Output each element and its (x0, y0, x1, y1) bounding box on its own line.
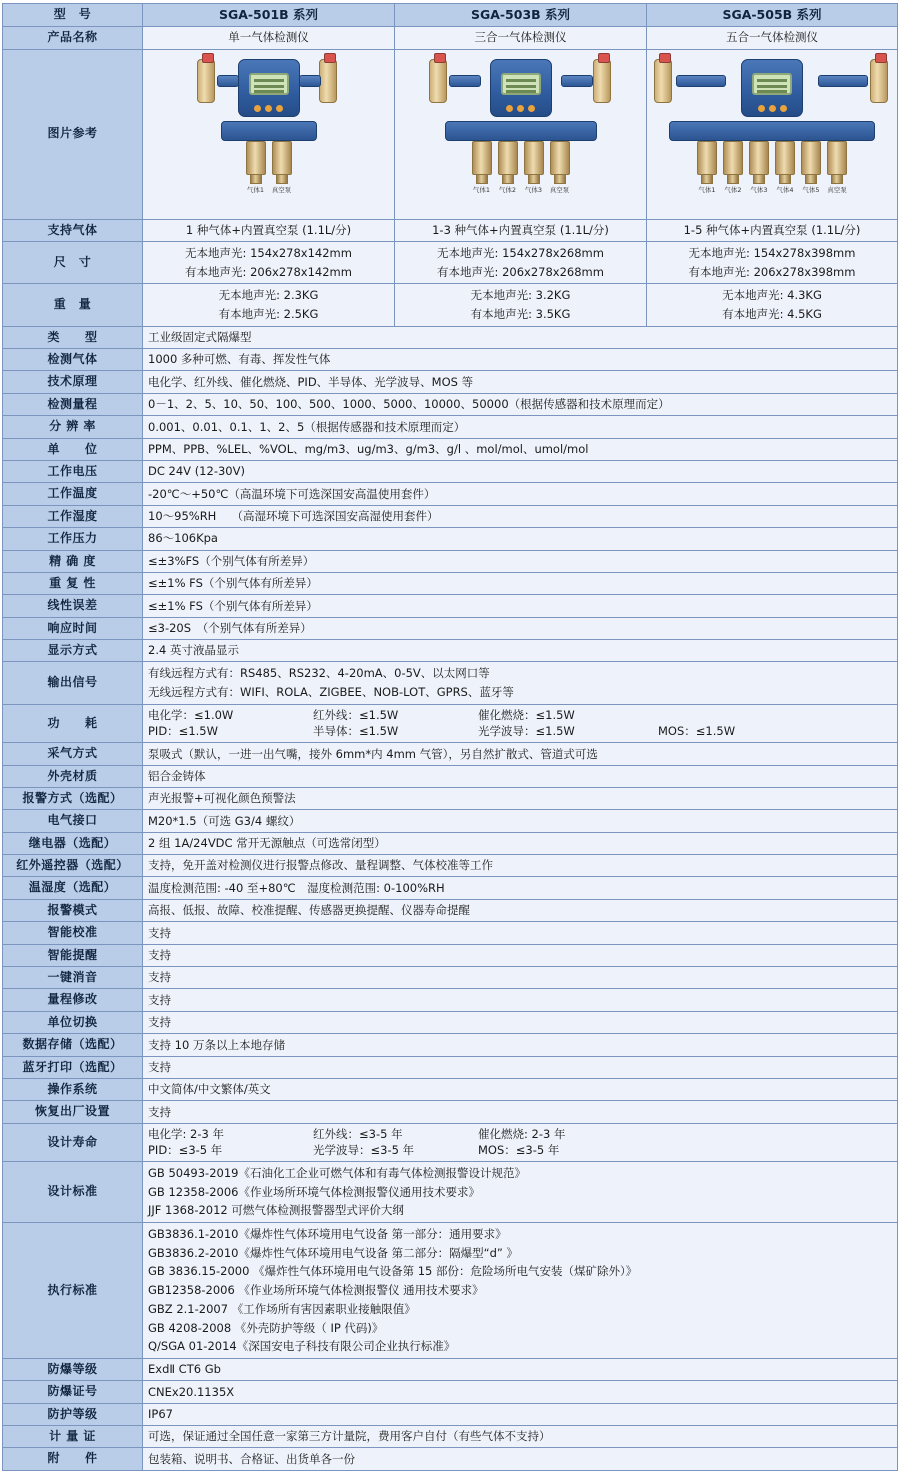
sensor-port (801, 141, 821, 184)
sensor-port (697, 141, 717, 184)
table-row (3, 371, 898, 393)
power-item: 光学波导：≤1.5W (478, 724, 575, 739)
row-label-exec-standard: 执行标准 (3, 1223, 143, 1359)
mount-arm (676, 75, 726, 87)
table-row (3, 438, 898, 460)
size-with-sound: 有本地声光: 206x278x268mm (437, 264, 604, 279)
model-header-2: SGA-503B 系列 (395, 4, 647, 27)
row-label-ex-cert-no: 防爆证号 (3, 1381, 143, 1403)
weight-1 (143, 284, 395, 326)
port-label-group-3 (697, 187, 847, 194)
device-illustration-1 (148, 53, 389, 215)
display-screen-icon (249, 73, 289, 95)
response-value: ≤3-20S （个别气体有所差异） (143, 617, 898, 639)
sensor-port (723, 141, 743, 184)
work-temp-value: -20℃～+50℃（高温环境下可选深国安高温使用套件） (143, 483, 898, 505)
manifold-bar (445, 121, 597, 141)
weight-no-sound: 无本地声光: 3.2KG (470, 288, 571, 303)
shell-value: 铝合金铸体 (143, 765, 898, 787)
mount-arm (561, 75, 593, 87)
output-wired: 有线远程方式有：RS485、RS232、4-20mA、0-5V、以太网口等 (148, 666, 490, 681)
linearity-value: ≤±1% FS（个别气体有所差异） (143, 595, 898, 617)
sensor-port (524, 141, 544, 184)
standard-line: GB 3836.15-2000 《爆炸性气体环境用电气设备第 15 部份：危险场所电气安装（煤矿除外）》 (148, 1264, 638, 1279)
row-label-unit: 单 位 (3, 438, 143, 460)
row-label-unit-switch: 单位切换 (3, 1011, 143, 1033)
mount-arm (818, 75, 868, 87)
table-row (3, 1162, 898, 1223)
standard-line: Q/SGA 01-2014《深国安电子科技有限公司企业执行标准》 (148, 1339, 456, 1354)
table-row (3, 877, 898, 899)
detect-gas-value: 1000 多种可燃、有毒、挥发性气体 (143, 348, 898, 370)
gas-cylinder-icon (870, 59, 888, 103)
voltage-value: DC 24V (12-30V) (143, 460, 898, 482)
row-label-factory-reset: 恢复出厂设置 (3, 1101, 143, 1123)
row-label-sampling: 采气方式 (3, 743, 143, 765)
weight-no-sound: 无本地声光: 4.3KG (722, 288, 822, 303)
row-label-output: 输出信号 (3, 662, 143, 704)
metering-cert-value: 可选，保证通过全国任意一家第三方计量院，费用客户自付（有些气体不支持） (143, 1426, 898, 1448)
table-row (3, 1056, 898, 1078)
repeatability-value: ≤±1% FS（个别气体有所差异） (143, 572, 898, 594)
table-row (3, 617, 898, 639)
weight-3 (647, 284, 898, 326)
gas-cylinder-icon (197, 59, 215, 103)
table-row (3, 27, 898, 49)
table-row (3, 1426, 898, 1448)
row-label-data-storage: 数据存储（选配） (3, 1034, 143, 1056)
table-row (3, 989, 898, 1011)
table-row (3, 855, 898, 877)
power-item: MOS：≤1.5W (658, 724, 736, 739)
data-storage-value: 支持 10 万条以上本地存储 (143, 1034, 898, 1056)
port-label: 气体3 (750, 186, 768, 195)
design-standard-value (143, 1162, 898, 1223)
detector-head (238, 59, 300, 117)
ex-cert-no-value: CNEx20.1135X (143, 1381, 898, 1403)
sensor-port (498, 141, 518, 184)
port-label: 气体1 (472, 186, 491, 195)
power-line-1 (148, 707, 892, 724)
device-illustration-2 (400, 53, 641, 215)
row-label-os: 操作系统 (3, 1079, 143, 1101)
size-with-sound: 有本地声光: 206x278x398mm (688, 264, 856, 279)
row-label-work-temp: 工作温度 (3, 483, 143, 505)
standard-line: JJF 1368-2012 可燃气体检测报警器型式评价大纲 (148, 1203, 404, 1218)
port-label: 真空泵 (271, 186, 292, 195)
sensor-port (472, 141, 492, 184)
table-row (3, 743, 898, 765)
life-item: PID：≤3-5 年 (148, 1143, 223, 1158)
gas-cylinder-icon (593, 59, 611, 103)
sensor-port (827, 141, 847, 184)
table-row (3, 922, 898, 944)
table-row (3, 219, 898, 241)
smart-calibration-value: 支持 (143, 922, 898, 944)
table-row (3, 393, 898, 415)
accessories-value: 包装箱、说明书、合格证、出货单各一份 (143, 1448, 898, 1470)
row-label-detect-gas: 检测气体 (3, 348, 143, 370)
display-screen-icon (501, 73, 541, 95)
table-row (3, 284, 898, 326)
type-value: 工业级固定式隔爆型 (143, 326, 898, 348)
life-item: MOS：≤3-5 年 (478, 1143, 560, 1158)
alarm-pattern-value: 高报、低报、故障、校准提醒、传感器更换提醒、仪器寿命提醒 (143, 899, 898, 921)
row-label-design-life: 设计寿命 (3, 1123, 143, 1161)
table-row (3, 1223, 898, 1359)
weight-no-sound: 无本地声光: 2.3KG (218, 288, 319, 303)
range-value: 0－1、2、5、10、50、100、500、1000、5000、10000、50000（根据传感器和技术原理而定） (143, 393, 898, 415)
row-label-temp-humidity: 温湿度（选配） (3, 877, 143, 899)
table-row (3, 460, 898, 482)
size-3 (647, 241, 898, 283)
row-label-weight: 重 量 (3, 284, 143, 326)
sensor-port (246, 141, 266, 184)
table-row (3, 1079, 898, 1101)
row-label-product-name: 产品名称 (3, 27, 143, 49)
row-label-display: 显示方式 (3, 640, 143, 662)
weight-with-sound: 有本地声光: 4.5KG (722, 306, 822, 321)
port-label: 气体2 (724, 186, 742, 195)
table-row (3, 1381, 898, 1403)
sensor-port (550, 141, 570, 184)
sensor-port (749, 141, 769, 184)
table-row (3, 899, 898, 921)
button-row (750, 100, 794, 109)
table-row (3, 595, 898, 617)
bt-print-value: 支持 (143, 1056, 898, 1078)
power-item: 电化学：≤1.0W (148, 707, 234, 722)
table-row (3, 1403, 898, 1425)
port-group (472, 141, 570, 184)
electric-port-value: M20*1.5（可选 G3/4 螺纹） (143, 810, 898, 832)
row-label-ip-rating: 防护等级 (3, 1403, 143, 1425)
os-value: 中文简体/中文繁体/英文 (143, 1079, 898, 1101)
table-row (3, 241, 898, 283)
alarm-mode-value: 声光报警+可视化颜色预警法 (143, 787, 898, 809)
power-value (143, 704, 898, 742)
device-illustration-3 (652, 53, 892, 215)
row-label-ex-rating: 防爆等级 (3, 1358, 143, 1380)
table-row (3, 528, 898, 550)
table-row (3, 572, 898, 594)
table-row (3, 416, 898, 438)
row-label-range: 检测量程 (3, 393, 143, 415)
table-row (3, 662, 898, 704)
life-item: 光学波导：≤3-5 年 (313, 1143, 415, 1158)
device-image-1 (143, 49, 395, 219)
row-label-metering-cert: 计 量 证 (3, 1426, 143, 1448)
port-label: 真空泵 (827, 186, 847, 195)
size-1 (143, 241, 395, 283)
power-item: 红外线：≤1.5W (313, 707, 399, 722)
gas-cylinder-icon (429, 59, 447, 103)
size-with-sound: 有本地声光: 206x278x142mm (185, 264, 352, 279)
table-row (3, 1101, 898, 1123)
standard-line: GB3836.2-2010《爆炸性气体环境用电气设备 第二部分：隔爆型“d” 》 (148, 1245, 518, 1260)
sensor-port (775, 141, 795, 184)
row-label-alarm-mode: 报警方式（选配） (3, 787, 143, 809)
factory-reset-value: 支持 (143, 1101, 898, 1123)
exec-standard-value (143, 1223, 898, 1359)
support-gas-1: 1 种气体+内置真空泵 (1.1L/分) (143, 219, 395, 241)
mount-arm (299, 75, 321, 87)
ip-rating-value: IP67 (143, 1403, 898, 1425)
table-row (3, 765, 898, 787)
size-2 (395, 241, 647, 283)
row-label-type: 类 型 (3, 326, 143, 348)
row-label-work-pressure: 工作压力 (3, 528, 143, 550)
port-label: 真空泵 (549, 186, 570, 195)
row-label-electric-port: 电气接口 (3, 810, 143, 832)
row-label-smart-remind: 智能提醒 (3, 944, 143, 966)
row-label-work-humidity: 工作湿度 (3, 505, 143, 527)
row-label-accessories: 附 件 (3, 1448, 143, 1470)
standard-line: GB 12358-2006《作业场所环境气体检测报警仪通用技术要求》 (148, 1184, 480, 1199)
port-label: 气体2 (498, 186, 517, 195)
table-row (3, 967, 898, 989)
power-item: 半导体：≤1.5W (313, 724, 399, 739)
port-label: 气体5 (802, 186, 820, 195)
resolution-value: 0.001、0.01、0.1、1、2、5（根据传感器和技术原理而定） (143, 416, 898, 438)
model-header-1: SGA-501B 系列 (143, 4, 395, 27)
table-row (3, 550, 898, 572)
row-label-tech-principle: 技术原理 (3, 371, 143, 393)
standard-line: GB3836.1-2010《爆炸性气体环境用电气设备 第一部分：通用要求》 (148, 1227, 507, 1242)
power-item: 催化燃烧：≤1.5W (478, 707, 575, 722)
standard-line: GB12358-2006 《作业场所环境气体检测报警仪 通用技术要求》 (148, 1283, 484, 1298)
detector-head (741, 59, 803, 117)
row-label-support-gas: 支持气体 (3, 219, 143, 241)
life-item: 催化燃烧: 2-3 年 (478, 1126, 566, 1141)
row-label-size: 尺 寸 (3, 241, 143, 283)
size-no-sound: 无本地声光: 154x278x398mm (688, 245, 856, 260)
device-image-3 (647, 49, 898, 219)
table-row (3, 787, 898, 809)
accuracy-value: ≤±3%FS（个别气体有所差异） (143, 550, 898, 572)
sampling-value: 泵吸式（默认，一进一出气嘴，接外 6mm*内 4mm 气管），另自然扩散式、管道式可选 (143, 743, 898, 765)
table-row (3, 505, 898, 527)
port-label: 气体1 (698, 186, 716, 195)
port-label: 气体3 (524, 186, 543, 195)
row-label-response: 响应时间 (3, 617, 143, 639)
button-row (499, 100, 543, 109)
table-row (3, 1011, 898, 1033)
power-item: PID：≤1.5W (148, 724, 218, 739)
manifold-bar (669, 121, 875, 141)
table-row (3, 1034, 898, 1056)
button-row (247, 100, 291, 109)
support-gas-3: 1-5 种气体+内置真空泵 (1.1L/分) (647, 219, 898, 241)
table-row (3, 1123, 898, 1161)
relay-value: 2 组 1A/24VDC 常开无源触点（可选常闭型） (143, 832, 898, 854)
row-label-linearity: 线性误差 (3, 595, 143, 617)
row-label-shell: 外壳材质 (3, 765, 143, 787)
table-row (3, 1448, 898, 1470)
design-life-line-2 (148, 1142, 892, 1159)
ex-rating-value: ExdⅡ CT6 Gb (143, 1358, 898, 1380)
row-label-resolution: 分 辨 率 (3, 416, 143, 438)
row-label-relay: 继电器（选配） (3, 832, 143, 854)
work-pressure-value: 86～106Kpa (143, 528, 898, 550)
device-image-2 (395, 49, 647, 219)
row-label-image-ref: 图片参考 (3, 49, 143, 219)
product-name-3: 五合一气体检测仪 (647, 27, 898, 49)
remote-value: 支持，免开盖对检测仪进行报警点修改、量程调整、气体校准等工作 (143, 855, 898, 877)
row-label-range-modify: 量程修改 (3, 989, 143, 1011)
output-value (143, 662, 898, 704)
size-no-sound: 无本地声光: 154x278x142mm (185, 245, 352, 260)
row-label-remote: 红外遥控器（选配） (3, 855, 143, 877)
weight-with-sound: 有本地声光: 3.5KG (470, 306, 571, 321)
display-value: 2.4 英寸液晶显示 (143, 640, 898, 662)
table-row (3, 704, 898, 742)
table-row (3, 1358, 898, 1380)
table-row (3, 944, 898, 966)
display-screen-icon (752, 73, 792, 95)
table-row (3, 326, 898, 348)
tech-principle-value: 电化学、红外线、催化燃烧、PID、半导体、光学波导、MOS 等 (143, 371, 898, 393)
sensor-port (272, 141, 292, 184)
row-label-smart-calibration: 智能校准 (3, 922, 143, 944)
port-group (697, 141, 847, 184)
table-row (3, 49, 898, 219)
standard-line: GB 50493-2019《石油化工企业可燃气体和有毒气体检测报警设计规范》 (148, 1166, 526, 1181)
unit-switch-value: 支持 (143, 1011, 898, 1033)
smart-remind-value: 支持 (143, 944, 898, 966)
row-label-power: 功 耗 (3, 704, 143, 742)
row-label-bt-print: 蓝牙打印（选配） (3, 1056, 143, 1078)
product-name-1: 单一气体检测仪 (143, 27, 395, 49)
row-label-voltage: 工作电压 (3, 460, 143, 482)
design-life-value (143, 1123, 898, 1161)
port-label: 气体4 (776, 186, 794, 195)
row-label-accuracy: 精 确 度 (3, 550, 143, 572)
detector-head (490, 59, 552, 117)
one-key-mute-value: 支持 (143, 967, 898, 989)
life-item: 电化学: 2-3 年 (148, 1126, 224, 1141)
port-group (246, 141, 292, 184)
life-item: 红外线：≤3-5 年 (313, 1126, 403, 1141)
weight-with-sound: 有本地声光: 2.5KG (218, 306, 319, 321)
table-row (3, 810, 898, 832)
table-row (3, 4, 898, 27)
design-life-line-1 (148, 1126, 892, 1143)
row-label-one-key-mute: 一键消音 (3, 967, 143, 989)
port-label: 气体1 (246, 186, 265, 195)
power-line-2 (148, 723, 892, 740)
row-label-model: 型 号 (3, 4, 143, 27)
standard-line: GBZ 2.1-2007 《工作场所有害因素职业接触限值》 (148, 1301, 416, 1316)
standard-line: GB 4208-2008 《外壳防护等级（ IP 代码)》 (148, 1320, 384, 1335)
range-modify-value: 支持 (143, 989, 898, 1011)
row-label-alarm-pattern: 报警模式 (3, 899, 143, 921)
temp-humidity-value: 温度检测范围: -40 至+80℃ 湿度检测范围: 0-100%RH (143, 877, 898, 899)
work-humidity-value: 10～95%RH （高湿环境下可选深国安高湿使用套件） (143, 505, 898, 527)
table-row (3, 640, 898, 662)
unit-value: PPM、PPB、%LEL、%VOL、mg/m3、ug/m3、g/m3、g/l 、mol/mol、umol/mol (143, 438, 898, 460)
mount-arm (217, 75, 239, 87)
model-header-3: SGA-505B 系列 (647, 4, 898, 27)
port-label-group-2 (472, 187, 570, 194)
output-wireless: 无线远程方式有：WIFI、ROLA、ZIGBEE、NOB-LOT、GPRS、蓝牙等 (148, 685, 514, 700)
support-gas-2: 1-3 种气体+内置真空泵 (1.1L/分) (395, 219, 647, 241)
gas-cylinder-icon (654, 59, 672, 103)
manifold-bar (221, 121, 317, 141)
table-row (3, 348, 898, 370)
gas-cylinder-icon (319, 59, 337, 103)
table-row (3, 483, 898, 505)
specification-table (2, 3, 898, 1471)
size-no-sound: 无本地声光: 154x278x268mm (437, 245, 604, 260)
row-label-design-standard: 设计标准 (3, 1162, 143, 1223)
table-row (3, 832, 898, 854)
port-label-group-1 (246, 187, 292, 194)
row-label-repeatability: 重 复 性 (3, 572, 143, 594)
mount-arm (449, 75, 481, 87)
product-name-2: 三合一气体检测仪 (395, 27, 647, 49)
weight-2 (395, 284, 647, 326)
